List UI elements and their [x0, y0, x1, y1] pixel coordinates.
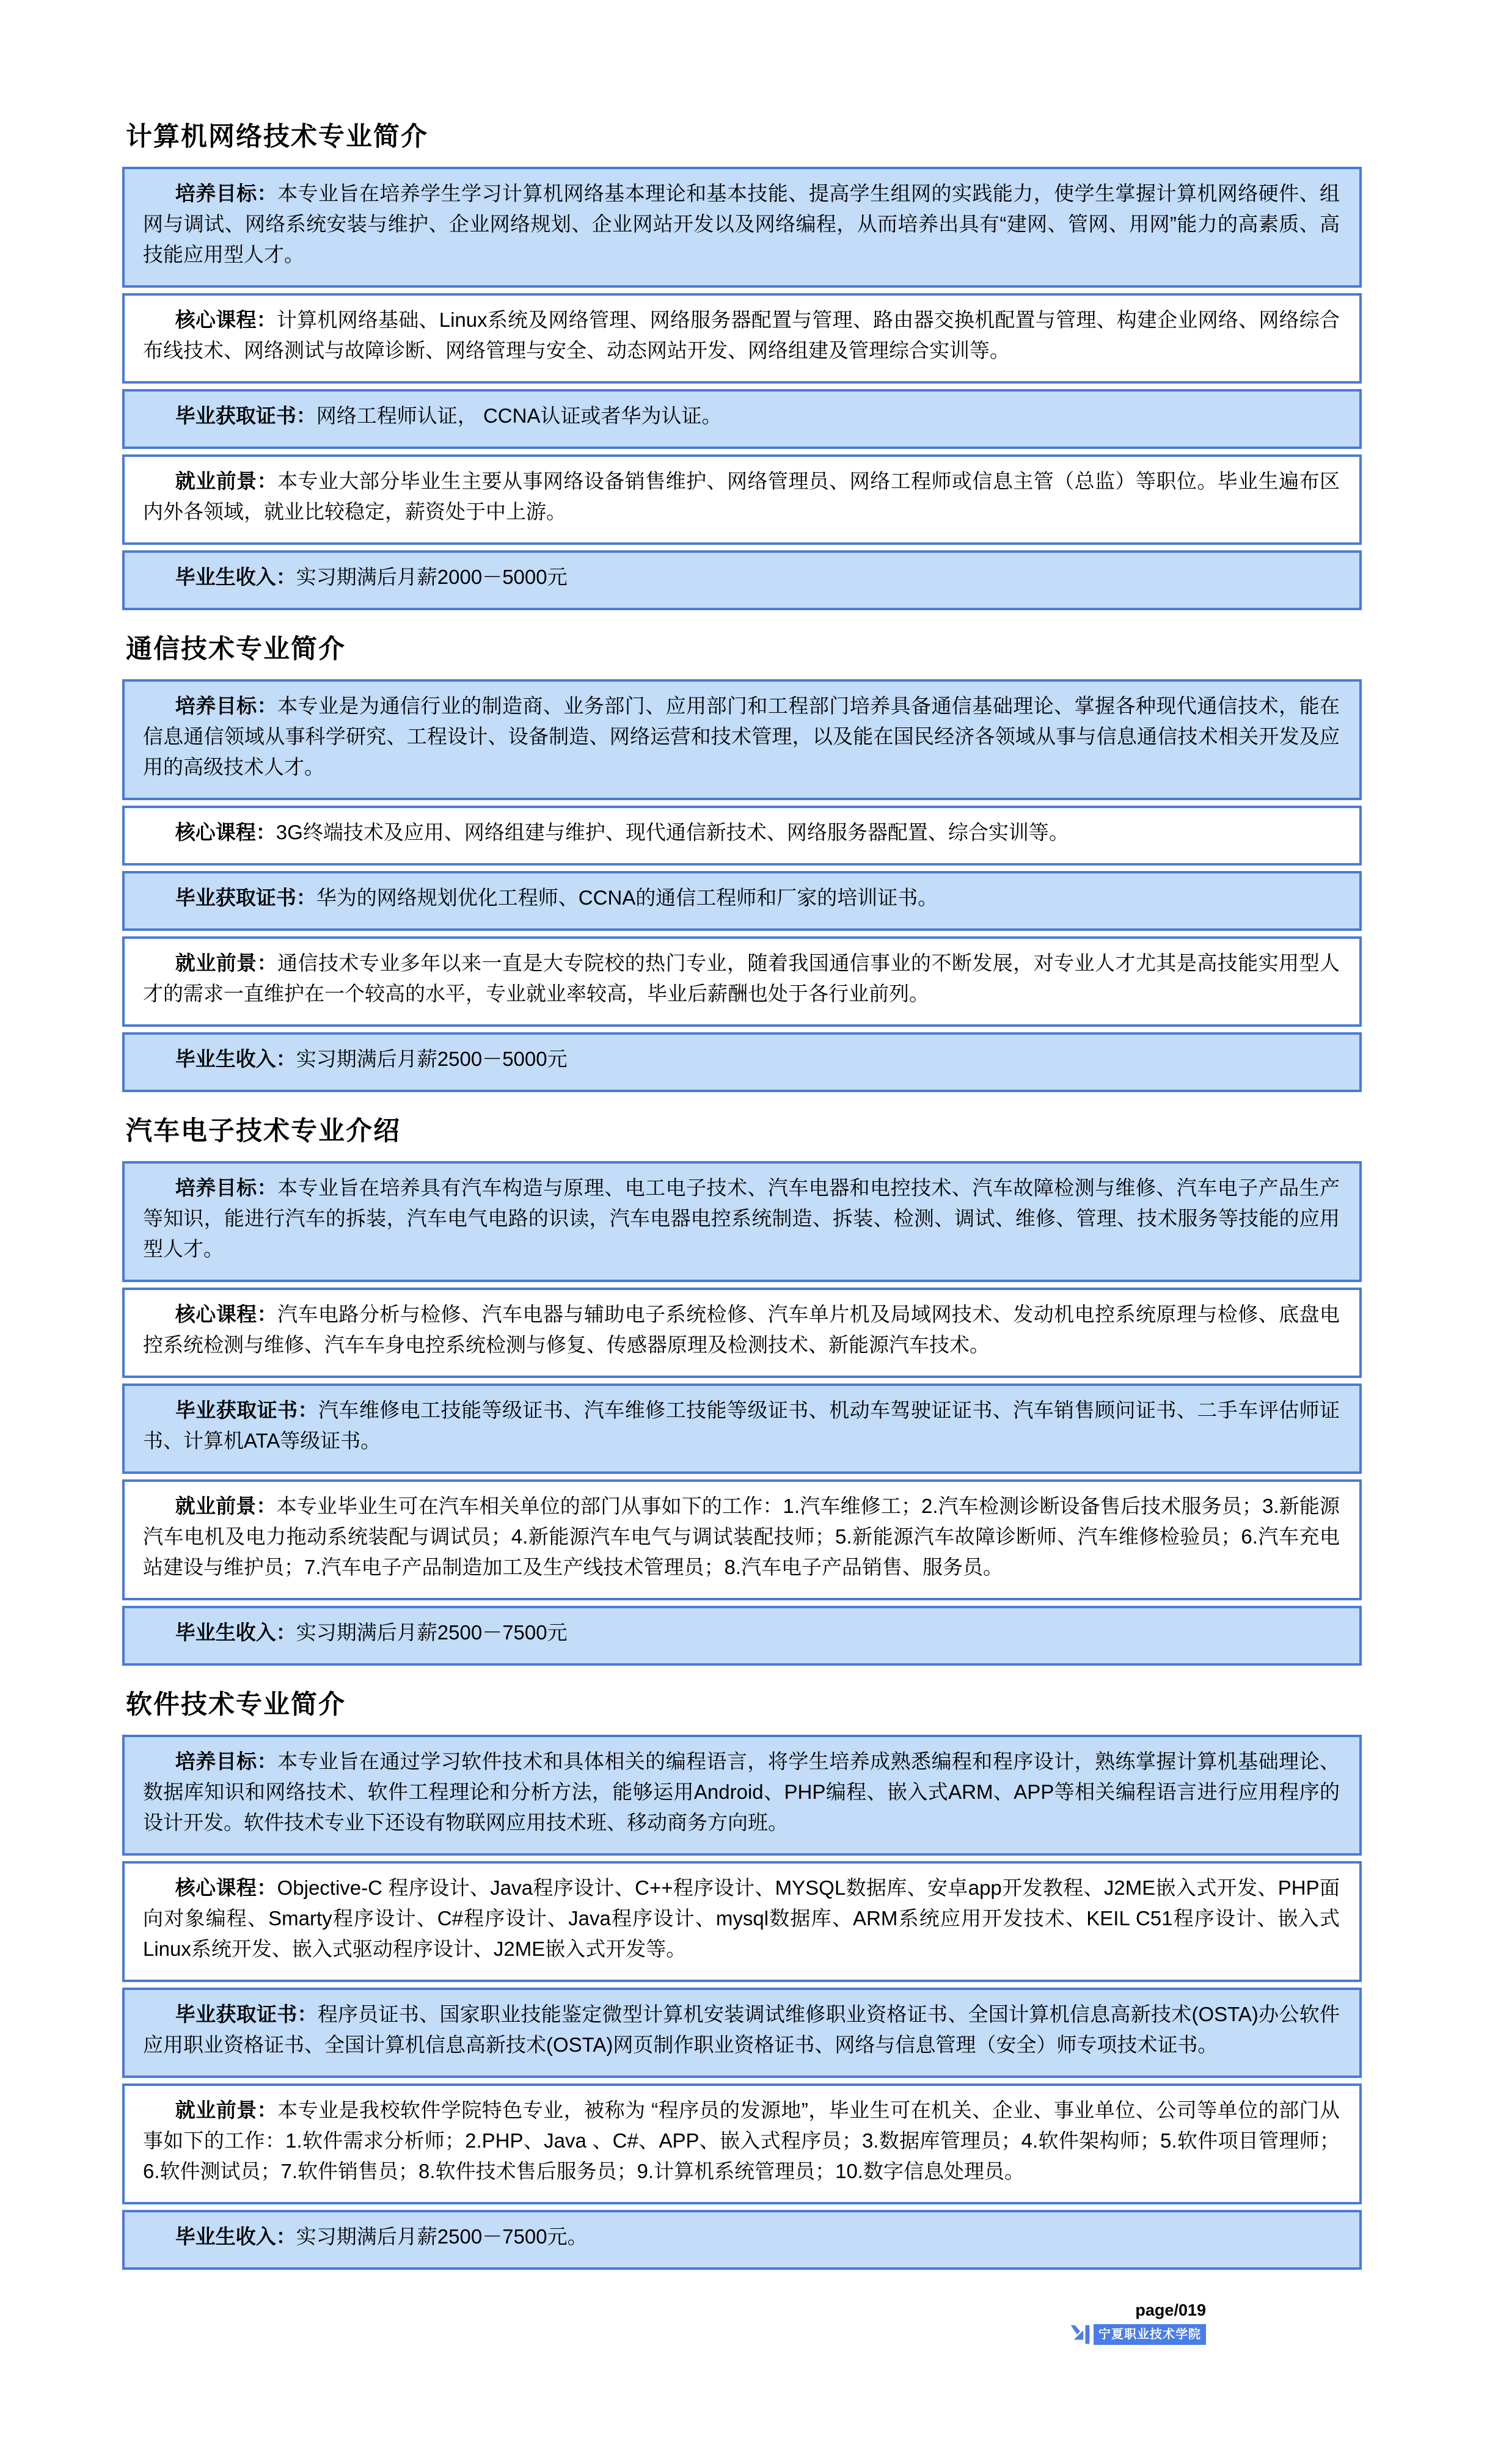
row-training-goal	[122, 679, 1362, 800]
row-text	[143, 305, 1340, 366]
row-value: 本专业旨在培养学生学习计算机网络基本理论和基本技能、提高学生组网的实践能力，使学生掌握计算机网络硬件、组网与调试、网络系统安装与维护、企业网络规划、企业网站开发以及网络编程，从而培养出具有“建网、管网、用网”能力的高素质、高技能应用型人才。	[143, 182, 1340, 266]
page-number: page/019	[1135, 2301, 1206, 2319]
row-value: 本专业是为通信行业的制造商、业务部门、应用部门和工程部门培养具备通信基础理论、掌握各种现代通信技术，能在信息通信领域从事科学研究、工程设计、设备制造、网络运营和技术管理，以及能在国民经济各领域从事与信息通信技术相关开发及应用的高级技术人才。	[143, 694, 1340, 778]
row-label: 核心课程：	[175, 308, 277, 331]
row-label: 毕业获取证书：	[175, 404, 316, 427]
row-value: 本专业是我校软件学院特色专业，被称为 “程序员的发源地”，毕业生可在机关、企业、事业单位、公司等单位的部门从事如下的工作：1.软件需求分析师；2.PHP、Java 、C#、APP、嵌入式程序员；3.数据库管理员；4.软件架构师；5.软件项目管理师；6.软件测试员；7.软件销售员；8.软件技术售后服务员；9.计算机系统管理员；10.数字信息处理员。	[143, 2099, 1340, 2182]
row-label: 毕业生收入：	[175, 1621, 296, 1644]
row-text	[143, 1299, 1340, 1360]
page-footer	[122, 2275, 1362, 2464]
row-certificates	[122, 871, 1362, 931]
row-label: 核心课程：	[175, 1876, 277, 1899]
row-text	[143, 401, 1340, 431]
row-text	[143, 883, 1340, 913]
row-core-courses	[122, 1288, 1362, 1378]
row-value: 实习期满后月薪2000－5000元	[296, 566, 568, 588]
row-value: 汽车电路分析与检修、汽车电器与辅助电子系统检修、汽车单片机及局域网技术、发动机电控系统原理与检修、底盘电控系统检测与维修、汽车车身电控系统检测与修复、传感器原理及检测技术、新能源汽车技术。	[143, 1303, 1340, 1356]
row-text	[143, 1173, 1340, 1264]
row-graduate-income	[122, 550, 1362, 610]
row-value: Objective-C 程序设计、Java程序设计、C++程序设计、MYSQL数据库、安卓app开发教程、J2ME嵌入式开发、PHP面向对象编程、Smarty程序设计、C#程序设计、Java程序设计、mysql数据库、ARM系统应用开发技术、KEIL C51程序设计、嵌入式Linux系统开发、嵌入式驱动程序设计、J2ME嵌入式开发等。	[143, 1876, 1340, 1960]
row-label: 就业前景：	[175, 470, 278, 492]
row-value: 本专业旨在通过学习软件技术和具体相关的编程语言，将学生培养成熟悉编程和程序设计，熟练掌握计算机基础理论、数据库知识和网络技术、软件工程理论和分析方法，能够运用Android、PHP编程、嵌入式ARM、APP等相关编程语言进行应用程序的设计开发。软件技术专业下还设有物联网应用技术班、移动商务方向班。	[143, 1750, 1340, 1834]
row-text	[143, 1044, 1340, 1074]
row-training-goal	[122, 1735, 1362, 1856]
row-value: 计算机网络基础、Linux系统及网络管理、网络服务器配置与管理、路由器交换机配置与管理、构建企业网络、网络综合布线技术、网络测试与故障诊断、网络管理与安全、动态网站开发、网络组建及管理综合实训等。	[143, 308, 1340, 362]
row-label: 就业前景：	[175, 1495, 277, 1517]
row-label: 就业前景：	[175, 2099, 278, 2121]
row-graduate-income	[122, 2210, 1362, 2270]
section-title: 汽车电子技术专业介绍	[126, 1117, 401, 1146]
row-certificates	[122, 1988, 1362, 2078]
row-text	[143, 466, 1340, 527]
row-text	[143, 1873, 1340, 1964]
row-text	[143, 1999, 1340, 2060]
row-text	[143, 178, 1340, 270]
row-graduate-income	[122, 1606, 1362, 1666]
row-label: 培养目标：	[175, 1750, 278, 1773]
row-value: 本专业旨在培养具有汽车构造与原理、电工电子技术、汽车电器和电控技术、汽车故障检测与维修、汽车电子产品生产等知识，能进行汽车的拆装，汽车电气电路的识读，汽车电器电控系统制造、拆装、检测、调试、维修、管理、技术服务等技能的应用型人才。	[143, 1176, 1340, 1260]
logo-arrow-icon	[1070, 2324, 1091, 2345]
section-title: 通信技术专业简介	[126, 635, 346, 664]
row-label: 核心课程：	[175, 821, 276, 844]
row-label: 就业前景：	[175, 952, 278, 974]
school-logo	[1070, 2324, 1206, 2345]
row-text	[143, 948, 1340, 1009]
row-value: 华为的网络规划优化工程师、CCNA的通信工程师和厂家的培训证书。	[316, 886, 938, 909]
row-value: 本专业毕业生可在汽车相关单位的部门从事如下的工作：1.汽车维修工；2.汽车检测诊断设备售后技术服务员；3.新能源汽车电机及电力拖动系统装配与调试员；4.新能源汽车电气与调试装配技师；5.新能源汽车故障诊断师、汽车维修检验员；6.汽车充电站建设与维护员；7.汽车电子产品制造加工及生产线技术管理员；8.汽车电子产品销售、服务员。	[143, 1495, 1340, 1578]
major-section	[122, 629, 1362, 1092]
row-label: 毕业获取证书：	[175, 1399, 318, 1421]
row-employment-prospects	[122, 1479, 1362, 1600]
row-employment-prospects	[122, 454, 1362, 545]
row-core-courses	[122, 293, 1362, 384]
school-logo-text: 宁夏职业技术学院	[1094, 2324, 1206, 2345]
row-text	[143, 2222, 1340, 2252]
row-employment-prospects	[122, 2083, 1362, 2204]
row-value: 3G终端技术及应用、网络组建与维护、现代通信新技术、网络服务器配置、综合实训等。	[276, 821, 1069, 844]
row-value: 网络工程师认证， CCNA认证或者华为认证。	[316, 404, 722, 427]
row-training-goal	[122, 1161, 1362, 1282]
row-text	[143, 691, 1340, 782]
row-value: 程序员证书、国家职业技能鉴定微型计算机安装调试维修职业资格证书、全国计算机信息高新技术(OSTA)办公软件应用职业资格证书、全国计算机信息高新技术(OSTA)网页制作职业资格证书、网络与信息管理（安全）师专项技术证书。	[143, 2003, 1340, 2056]
row-label: 培养目标：	[175, 1176, 278, 1199]
section-title: 软件技术专业简介	[126, 1690, 346, 1719]
row-value: 实习期满后月薪2500－7500元	[296, 1621, 568, 1644]
row-value: 通信技术专业多年以来一直是大专院校的热门专业，随着我国通信事业的不断发展，对专业人才尤其是高技能实用型人才的需求一直维护在一个较高的水平，专业就业率较高，毕业后薪酬也处于各行业前列。	[143, 952, 1340, 1005]
row-label: 毕业生收入：	[175, 2225, 296, 2248]
row-text	[143, 1617, 1340, 1648]
row-text	[143, 1746, 1340, 1838]
row-core-courses	[122, 806, 1362, 866]
row-label: 毕业生收入：	[175, 1048, 296, 1070]
sections-container	[122, 116, 1362, 2275]
row-label: 毕业生收入：	[175, 566, 296, 588]
section-title: 计算机网络技术专业简介	[126, 122, 428, 151]
row-label: 培养目标：	[175, 694, 278, 717]
row-label: 培养目标：	[175, 182, 278, 205]
row-text	[143, 2095, 1340, 2187]
row-text	[143, 562, 1340, 592]
major-section	[122, 116, 1362, 610]
row-label: 毕业获取证书：	[175, 886, 316, 909]
row-text	[143, 1491, 1340, 1583]
row-training-goal	[122, 167, 1362, 288]
row-certificates	[122, 1383, 1362, 1474]
row-label: 毕业获取证书：	[175, 2003, 318, 2025]
row-core-courses	[122, 1861, 1362, 1982]
row-text	[143, 817, 1340, 848]
row-value: 汽车维修电工技能等级证书、汽车维修工技能等级证书、机动车驾驶证证书、汽车销售顾问证书、二手车评估师证书、计算机ATA等级证书。	[143, 1399, 1340, 1452]
row-graduate-income	[122, 1032, 1362, 1092]
major-section	[122, 1684, 1362, 2270]
row-label: 核心课程：	[175, 1303, 278, 1325]
row-value: 实习期满后月薪2500－5000元	[296, 1048, 568, 1070]
row-value: 实习期满后月薪2500－7500元。	[296, 2225, 588, 2248]
row-value: 本专业大部分毕业生主要从事网络设备销售维护、网络管理员、网络工程师或信息主管（总监）等职位。毕业生遍布区内外各领域，就业比较稳定，薪资处于中上游。	[143, 470, 1340, 523]
row-text	[143, 1395, 1340, 1456]
row-employment-prospects	[122, 936, 1362, 1027]
major-section	[122, 1110, 1362, 1666]
row-certificates	[122, 389, 1362, 449]
